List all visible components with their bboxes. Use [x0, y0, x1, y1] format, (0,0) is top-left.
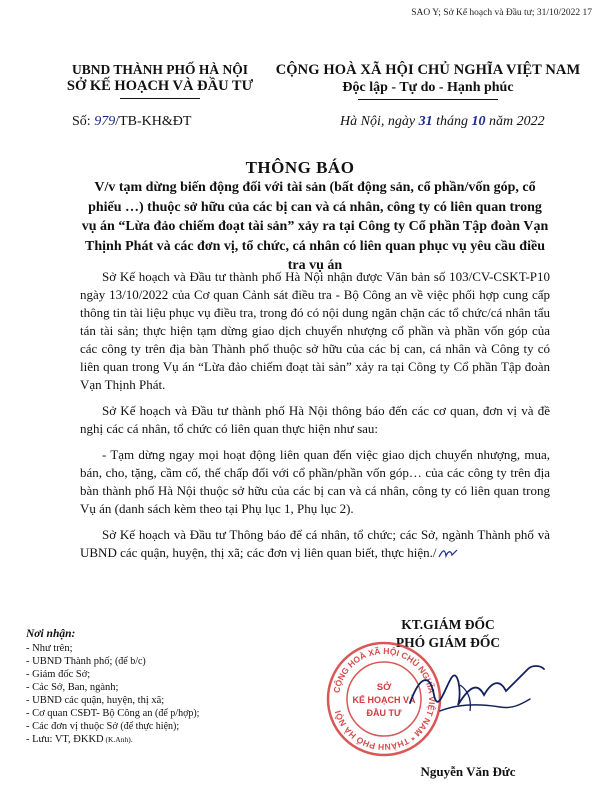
closing-line2: PHÓ GIÁM ĐỐC — [395, 635, 501, 650]
recipient-item: - UBND Thành phố; (để b/c) — [26, 656, 146, 667]
recipient-item: - Lưu: VT, ĐKKD (K.Anh). — [26, 734, 133, 745]
body-paragraph-2: Sở Kế hoạch và Đầu tư thành phố Hà Nội thông báo đến các cơ quan, đơn vị và đề nghị các cá nhân, tổ chức có liên quan thực hiện như sau: — [80, 403, 550, 436]
recipient-item: - UBND các quận, huyện, thị xã; — [26, 695, 165, 706]
document-date — [340, 114, 545, 130]
date-day: 31 — [418, 114, 433, 129]
national-header — [268, 62, 588, 100]
body-paragraph-1: Sở Kế hoạch và Đầu tư thành phố Hà Nội nhận được Văn bản số 103/CV-CSKT-P10 ngày 13/10/2022 của Cơ quan Cảnh sát điều tra - Bộ Công an về việc phối hợp cung cấp thông tin tài liệu phục vụ điều tra, trong đó có nội dung ngăn chặn các tổ chức/cá nhân tẩu tán tài sản; thực hiện tạm dừng giao dịch chuyển nhượng cổ phần và phần vốn góp của các công ty trên địa bàn Thành phố thuộc sở hữu của các bị can, cá nhân và Công ty có liên quan trong Vụ án “Lừa đảo chiếm đoạt tài sản” xảy ra tại Công ty Cổ phần Tập đoàn Vạn Thịnh Phát. — [80, 269, 550, 392]
recipients-list — [26, 628, 306, 746]
handwritten-signature-icon — [400, 655, 550, 735]
agency-line2: SỞ KẾ HOẠCH VÀ ĐẦU TƯ — [66, 78, 254, 94]
date-part1: Hà Nội, ngày — [340, 114, 419, 129]
recipient-item: - Như trên; — [26, 643, 73, 654]
docno-suffix: /TB-KH&ĐT — [115, 114, 192, 129]
country-line2: Độc lập - Tự do - Hạnh phúc — [342, 80, 514, 95]
date-part3: năm 2022 — [485, 114, 545, 129]
document-subject: V/v tạm dừng biến động đối với tài sản (bất động sản, cổ phần/vốn góp, cổ phiếu …) thuộc sở hữu của các bị can và cá nhân, công ty có liên quan trong vụ án “Lừa đảo chiếm đoạt tài sản” xảy ra tại Công ty Cổ phần Tập đoàn Vạn Thịnh Phát và các đơn vị, tổ chức, cá nhân có liên quan phục vụ yêu cầu điều tra vụ án — [81, 180, 549, 273]
body-paragraph-4-text: Sở Kế hoạch và Đầu tư Thông báo để cá nhân, tổ chức; các Sở, ngành Thành phố và UBND các quận, huyện, thị xã; các đơn vị liên quan biết, thực hiện./ — [80, 527, 550, 560]
body-paragraph-3: - Tạm dừng ngay mọi hoạt động liên quan đến việc giao dịch chuyển nhượng, mua, bán, cho, tặng, cầm cố, thế chấp đối với cổ phần/phần vốn góp… của các công ty trên địa bàn thành phố Hà Nội thuộc sở hữu của các bị can và cá nhân, công ty có liên quan trong Vụ án (danh sách kèm theo tại Phụ lục 1, Phụ lục 2). — [80, 447, 550, 516]
recipient-item: - Các đơn vị thuộc Sở (để thực hiện); — [26, 721, 180, 732]
agency-rule — [120, 98, 200, 99]
seal-center-line2: KẾ HOẠCH VÀ — [352, 695, 416, 705]
seal-center-line3: ĐẦU TƯ — [366, 708, 402, 718]
agency-line1: UBND THÀNH PHỐ HÀ NỘI — [71, 62, 248, 77]
initials-mark-icon — [437, 547, 459, 559]
document-body — [80, 268, 550, 570]
date-part2: tháng — [432, 114, 472, 129]
document-title: THÔNG BÁO — [245, 158, 355, 177]
signer-name: Nguyễn Văn Đức — [420, 764, 516, 779]
docno-handwritten: 979 — [94, 114, 116, 129]
recipient-item: - Cơ quan CSĐT- Bộ Công an (để p/hợp); — [26, 708, 200, 719]
agency-header — [60, 62, 260, 99]
recipient-item: - Giám đốc Sở; — [26, 669, 91, 680]
seal-ring-text: CỘNG HOÀ XÃ HỘI CHỦ NGHĨA VIỆT NAM * THÀNH PHỐ HÀ NỘI — [331, 645, 438, 753]
closing-line1: KT.GIÁM ĐỐC — [401, 617, 495, 632]
body-paragraph-4 — [80, 526, 550, 562]
copy-stamp: SAO Y; Sở Kế hoạch và Đầu tư; 31/10/2022 17 — [411, 8, 592, 18]
date-month: 10 — [471, 114, 486, 129]
recipients-heading: Nơi nhận: — [26, 628, 76, 640]
country-rule — [358, 99, 498, 100]
recipient-item: - Các Sở, Ban, ngành; — [26, 682, 119, 693]
country-line1: CỘNG HOÀ XÃ HỘI CHỦ NGHĨA VIỆT NAM — [275, 62, 581, 78]
document-number — [72, 114, 191, 130]
seal-center-line1: SỞ — [376, 682, 392, 693]
docno-prefix: Số: — [72, 114, 95, 129]
